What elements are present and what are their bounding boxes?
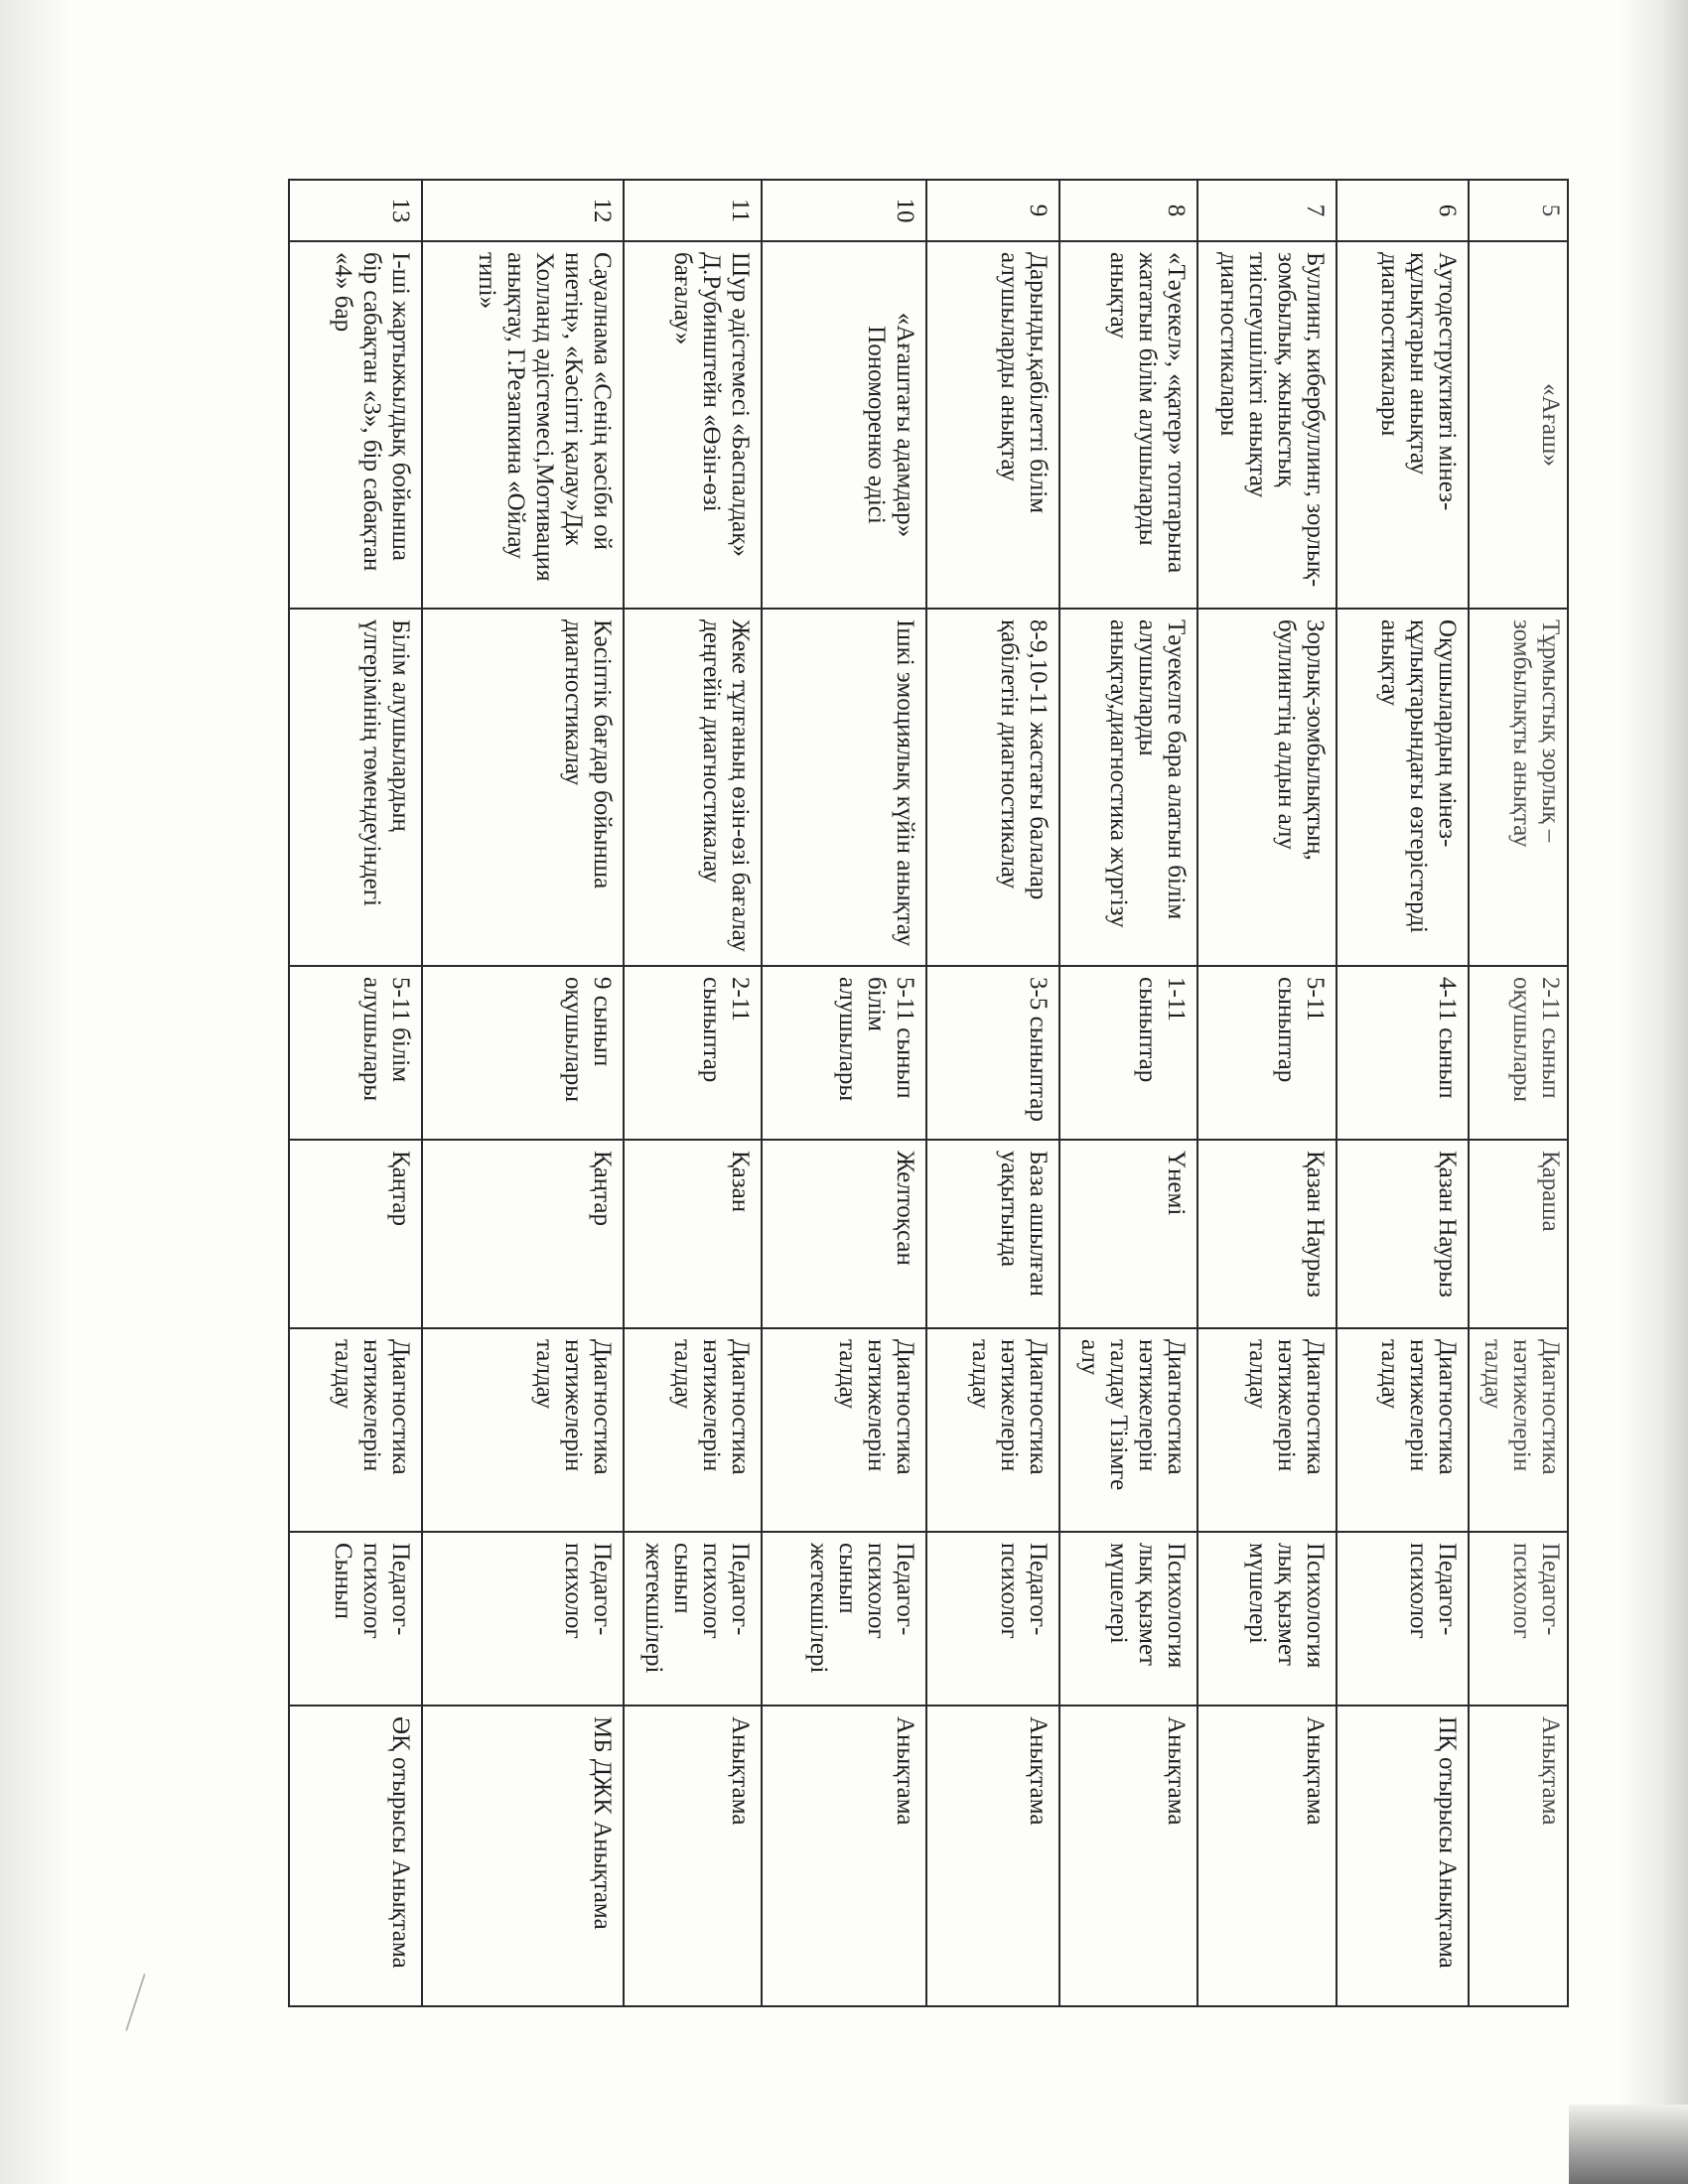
table-body (289, 180, 1568, 2006)
output: Анықтама (763, 1706, 927, 2006)
method-name: Аутодеструктивті мінез-құлықтарын анықтау диагностикалары (1336, 241, 1470, 609)
responsible: Педагог-психолог Сынып (289, 1532, 422, 1706)
method-name: «Тәуекел», «қатер» топтарына жататын білім алушыларды анықтау (1059, 241, 1197, 609)
responsible: Педагог-психолог (1469, 1532, 1568, 1706)
table-row (926, 180, 1059, 2006)
rotated-page (288, 179, 1569, 2005)
date: Қазан Наурыз (1336, 1140, 1470, 1328)
responsible: Педагог-психолог (422, 1532, 624, 1706)
participants: 3-5 сыныптар (926, 966, 1059, 1140)
row-number: 6 (1336, 180, 1470, 241)
scan-right-edge (1618, 0, 1688, 2184)
participants: 5-11 сынып білім алушылары (763, 966, 927, 1140)
participants: 2-11 сынып оқушылары (1469, 966, 1568, 1140)
output: Анықтама (1197, 1706, 1336, 2006)
table-row (1197, 180, 1336, 2006)
diagnostics-plan-table (288, 179, 1569, 2007)
responsible: Психология лық қызмет мүшелері (1197, 1532, 1336, 1706)
responsible: Педагог-психолог (926, 1532, 1059, 1706)
output: ПҚ отырысы Анықтама (1336, 1706, 1470, 2006)
responsible: Педагог-психолог (1336, 1532, 1470, 1706)
date: Желтоқсан (763, 1140, 927, 1328)
participants: 5-11 білім алушылары (289, 966, 422, 1140)
goal: Оқушылардың мінез-құлықтарындағы өзгерістерді анықтау (1336, 609, 1470, 966)
participants: 2-11 сыныптар (624, 966, 762, 1140)
result-form: Диагностика нәтижелерін талдау Тізімге алу (1059, 1328, 1197, 1532)
table-row (422, 180, 624, 2006)
table-row (763, 180, 927, 2006)
responsible: Педагог-психолог сынып жетекшілері (624, 1532, 762, 1706)
row-number: 9 (926, 180, 1059, 241)
table-row (1059, 180, 1197, 2006)
output: ӘҚ отырысы Анықтама (289, 1706, 422, 2006)
date: Қаңтар (289, 1140, 422, 1328)
goal: Ішкі эмоциялық күйін анықтау (763, 609, 927, 966)
date: Қараша (1469, 1140, 1568, 1328)
scanner-corner-shadow (1569, 2105, 1688, 2184)
goal: Тәуекелге бара алатын білім алушыларды анықтау,диагностика жүргізу (1059, 609, 1197, 966)
goal: Тұрмыстық зорлық – зомбылықты анықтау (1469, 609, 1568, 966)
scan-left-shadow (0, 0, 70, 2184)
row-number: 11 (624, 180, 762, 241)
result-form: Диагностика нәтижелерін талдау (624, 1328, 762, 1532)
table-row (624, 180, 762, 2006)
method-name: Шур әдістемесі «Баспалдақ» Д.Рубинштейн «Өзін-өзі бағалау» (624, 241, 762, 609)
table-row (1469, 180, 1568, 2006)
result-form: Диагностика нәтижелерін талдау (1197, 1328, 1336, 1532)
result-form: Диагностика нәтижелерін талдау (422, 1328, 624, 1532)
row-number: 5 (1469, 180, 1568, 241)
date: Қаңтар (422, 1140, 624, 1328)
result-form: Диагностика нәтижелерін талдау (289, 1328, 422, 1532)
output: МБ ДЖК Анықтама (422, 1706, 624, 2006)
participants: 1-11 сыныптар (1059, 966, 1197, 1140)
method-name: Буллинг, кибербуллинг, зорлық-зомбылық, жыныстық тиіспеушілікті анықтау диагностикалары (1197, 241, 1336, 609)
result-form: Диагностика нәтижелерін талдау (763, 1328, 927, 1532)
goal: Зорлық-зомбылықтың, буллингтің алдын алу (1197, 609, 1336, 966)
row-number: 12 (422, 180, 624, 241)
result-form: Диагностика нәтижелерін талдау (926, 1328, 1059, 1532)
output: Анықтама (926, 1706, 1059, 2006)
pen-mark (125, 1974, 164, 2037)
goal: Жеке тұлғаның өзін-өзі бағалау деңгейін диагностикалау (624, 609, 762, 966)
result-form: Диагностика нәтижелерін талдау (1336, 1328, 1470, 1532)
table-row (289, 180, 422, 2006)
date: База ашылған уақытында (926, 1140, 1059, 1328)
date: Қазан (624, 1140, 762, 1328)
row-number: 8 (1059, 180, 1197, 241)
output: Анықтама (1059, 1706, 1197, 2006)
method-name: «Ағаштағы адамдар» Пономоренко әдісі (763, 241, 927, 609)
goal: Білім алушылардың үлгерімінің төмендеуіндегі (289, 609, 422, 966)
date: Үнемі (1059, 1140, 1197, 1328)
participants: 9 сынып оқушылары (422, 966, 624, 1140)
method-name: Дарынды,қабілетті білім алушыларды анықтау (926, 241, 1059, 609)
result-form: Диагностика нәтижелерін талдау (1469, 1328, 1568, 1532)
output: Анықтама (1469, 1706, 1568, 2006)
responsible: Педагог-психолог сынып жетекшілері (763, 1532, 927, 1706)
row-number: 10 (763, 180, 927, 241)
row-number: 7 (1197, 180, 1336, 241)
participants: 4-11 сынып (1336, 966, 1470, 1140)
output: Анықтама (624, 1706, 762, 2006)
participants: 5-11 сыныптар (1197, 966, 1336, 1140)
goal: Кәсіптік бағдар бойынша диагностикалау (422, 609, 624, 966)
responsible: Психология лық қызмет мүшелері (1059, 1532, 1197, 1706)
method-name: І-ші жартыжылдық бойынша бір сабақтан «3», бір сабақтан «4» бар (289, 241, 422, 609)
date: Қазан Наурыз (1197, 1140, 1336, 1328)
method-name: «Ағаш» (1469, 241, 1568, 609)
goal: 8-9,10-11 жастағы балалар қабілетін диагностикалау (926, 609, 1059, 966)
method-name: Сауалнама «Сенің кәсіби ой ниетің», «Кәсіпті қалау»Дж Холланд әдістемесі,Мотивация анықтау, Г.Резапкина «Ойлау типі» (422, 241, 624, 609)
row-number: 13 (289, 180, 422, 241)
table-row (1336, 180, 1470, 2006)
